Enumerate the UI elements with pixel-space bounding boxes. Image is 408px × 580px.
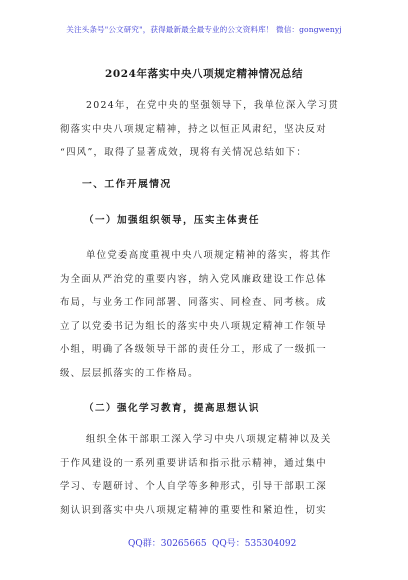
document-title: 2024年落实中央八项规定精神情况总结	[104, 68, 304, 80]
paragraph-line: 刻认识到落实中央八项规定精神的重要性和紧迫性，切实	[60, 504, 327, 516]
paragraph-line: 级、层层抓落实的工作格局。	[60, 367, 199, 379]
paragraph-line: 立了以党委书记为组长的落实中央八项规定精神工作领导	[60, 320, 327, 332]
qq-number: QQ号：535304092	[212, 539, 297, 549]
subsection-heading: （二）强化学习教育，提高思想认识	[84, 403, 260, 414]
paragraph-line: 于作风建设的一系列重要讲话和指示批示精神，通过集中	[60, 457, 327, 469]
intro-paragraph	[60, 94, 354, 165]
section-heading: 一、工作开展情况	[82, 179, 172, 190]
paragraph-line: 为全面从严治党的重要内容，纳入党风廉政建设工作总体	[60, 273, 327, 285]
header-banner: 关注头条号"公文研究"，获得最新最全最专业的公文资料库！ 微信：gongwenyj	[66, 25, 342, 34]
paragraph-line: 单位党委高度重视中央八项规定精神的落实，将其作	[86, 250, 332, 261]
intro-line: “四风”，取得了显著成效，现将有关情况总结如下：	[60, 147, 308, 158]
intro-line: 2024年，在党中央的坚强领导下，我单位深入学习贯	[86, 100, 340, 111]
subsection-2-paragraph	[60, 428, 354, 522]
paragraph-line: 学习、专题研讨、个人自学等多种形式，引导干部职工深	[60, 481, 327, 492]
paragraph-line: 组织全体干部职工深入学习中央八项规定精神以及关	[86, 434, 332, 445]
qq-group-number: QQ群：30265665	[128, 539, 207, 549]
paragraph-line: 布局，与业务工作同部署、同落实、同检查、同考核。成	[60, 297, 327, 308]
intro-line: 彻落实中央八项规定精神，持之以恒正风肃纪，坚决反对	[60, 123, 327, 135]
paragraph-line: 小组，明确了各级领导干部的责任分工，形成了一级抓一	[60, 344, 327, 355]
subsection-heading: （一）加强组织领导，压实主体责任	[84, 215, 260, 226]
subsection-1-paragraph	[60, 244, 354, 385]
